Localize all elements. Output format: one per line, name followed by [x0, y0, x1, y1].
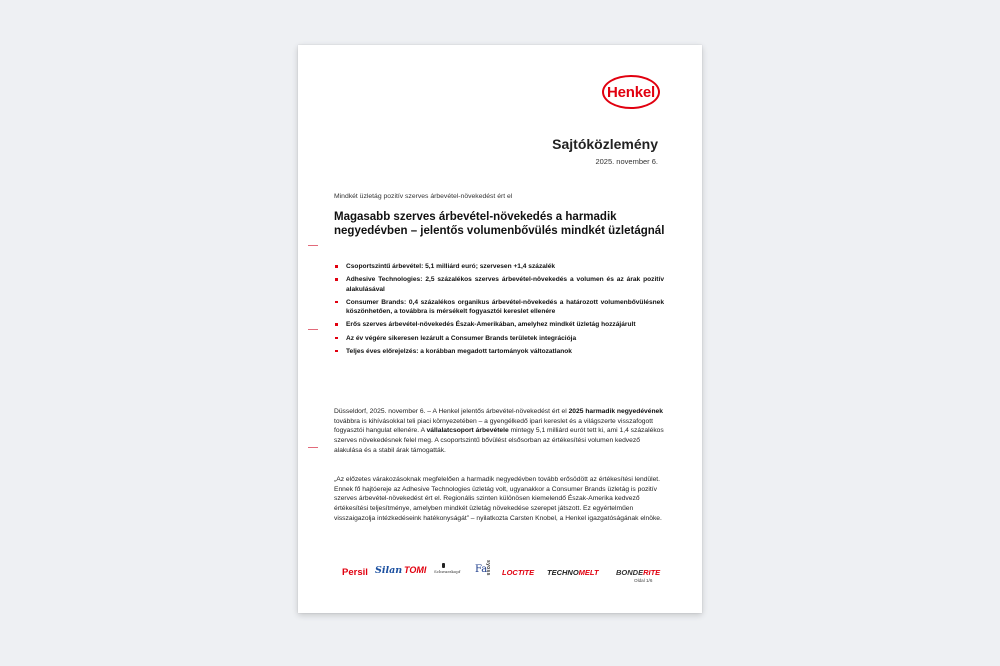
bonderite-part: BONDE	[616, 568, 644, 577]
list-item-text: Adhesive Technologies: 2,5 százalékos szerves árbevétel-növekedés a volumen és az árak pozitív alakulásával	[346, 276, 664, 293]
bullet-icon	[335, 337, 338, 340]
technomelt-part: MELT	[578, 568, 599, 577]
bullet-icon	[335, 278, 338, 281]
document-type-title: Sajtóközlemény	[552, 136, 658, 152]
list-item-text: Consumer Brands: 0,4 százalékos organikus árbevétel-növekedés a határozott volumenbővülésnek köszönhetően, a továbbra is mérsékelt fogyasztói kereslet ellenére	[346, 298, 664, 316]
silan-logo: Silan	[375, 565, 403, 576]
fa-logo: Fa	[475, 564, 488, 575]
kicker-subtitle: Mindkét üzletág pozitív szerves árbevétel-növekedést ért el	[334, 193, 513, 200]
list-item-text: Erős szerves árbevétel-növekedés Észak-Amerikában, amelyhez mindkét üzletág hozzájárult	[346, 321, 636, 329]
margin-mark	[308, 245, 318, 246]
bold-text-run: 2025 harmadik negyedévének	[568, 408, 663, 415]
headline: Magasabb szerves árbevétel-növekedés a harmadik negyedévben – jelentős volumenbővülés mindkét üzletágnál	[334, 211, 665, 238]
bullet-icon	[335, 301, 338, 304]
body-paragraph-quote: „Az előzetes várakozásoknak megfelelően a harmadik negyedévben tovább erősödött az értékesítési lendület. Ennek fő hajtóereje az Adhesive Technologies üzletág volt, ugyanakkor a Consumer Brands üzletág is pozitív szerves árbevétel-növekedést ért el. Regionális szinten különösen kiemelendő Észak-Amerika kedvező értékesítési teljesítménye, amelyben mindkét üzletág növekedése szerepet játszott. Ez egyértelműen visszaigazolja intézkedéseink hatékonyságát” – nyilatkozta Carsten Knobel, a Henkel igazgatóságának elnöke.	[334, 476, 662, 522]
tomi-logo: TOMI	[404, 565, 427, 575]
margin-mark	[308, 447, 318, 448]
bullet-icon	[335, 265, 338, 268]
technomelt-part: TECHNO	[547, 568, 579, 577]
logo-text: Henkel	[607, 83, 655, 101]
list-item	[334, 347, 664, 357]
technomelt-logo	[547, 568, 599, 577]
loctite-logo: LOCTITE	[502, 568, 535, 577]
persil-logo: Persil	[342, 567, 368, 578]
bullet-icon	[335, 323, 338, 326]
henkel-logo	[602, 75, 660, 109]
list-item	[334, 320, 664, 330]
schwarzkopf-icon	[442, 563, 445, 568]
document-date: 2025. november 6.	[595, 157, 658, 166]
list-item-text: Csoportszintű árbevétel: 5,1 milliárd euró; szervesen +1,4 százalék	[346, 263, 556, 270]
list-item	[334, 262, 664, 272]
document-page	[298, 45, 702, 613]
page-number: Oldal 1/6	[634, 578, 653, 583]
list-item	[334, 275, 664, 294]
brand-logos-footer	[342, 560, 682, 588]
list-item	[334, 298, 664, 317]
margin-mark	[308, 329, 318, 330]
syoss-logo: syoss	[485, 560, 491, 576]
bold-text-run: vállalatcsoport árbevétele	[426, 427, 509, 435]
list-item-text: Teljes éves előrejelzés: a korábban megadott tartományok változatlanok	[346, 347, 572, 355]
bonderite-logo	[616, 568, 660, 577]
bullet-icon	[335, 350, 338, 353]
highlights-list	[334, 262, 664, 360]
body-paragraph-intro	[334, 407, 666, 456]
text-run: továbbra is kihívásokkal teli piaci környezetében – a gyengélkedő ipari kereslet és a világszerte visszafogott fogyasztói hangulat ellenére. A	[334, 417, 653, 435]
text-run: mintegy 5,1 milliárd eurót tett ki, ami 1,4 százalékos szerves növekedésnek felel meg. A csoportszintű bővülést elsősorban az értékesítési volumen kedvező alakulása és a stabil árak támogatták.	[334, 427, 664, 454]
list-item	[334, 334, 664, 344]
bonderite-part: RITE	[643, 568, 661, 577]
list-item-text: Az év végére sikeresen lezárult a Consumer Brands területek integrációja	[346, 334, 577, 342]
schwarzkopf-logo: Schwarzkopf	[434, 569, 461, 574]
text-run: Düsseldorf, 2025. november 6. – A Henkel jelentős árbevétel-növekedést ért el	[334, 408, 569, 415]
